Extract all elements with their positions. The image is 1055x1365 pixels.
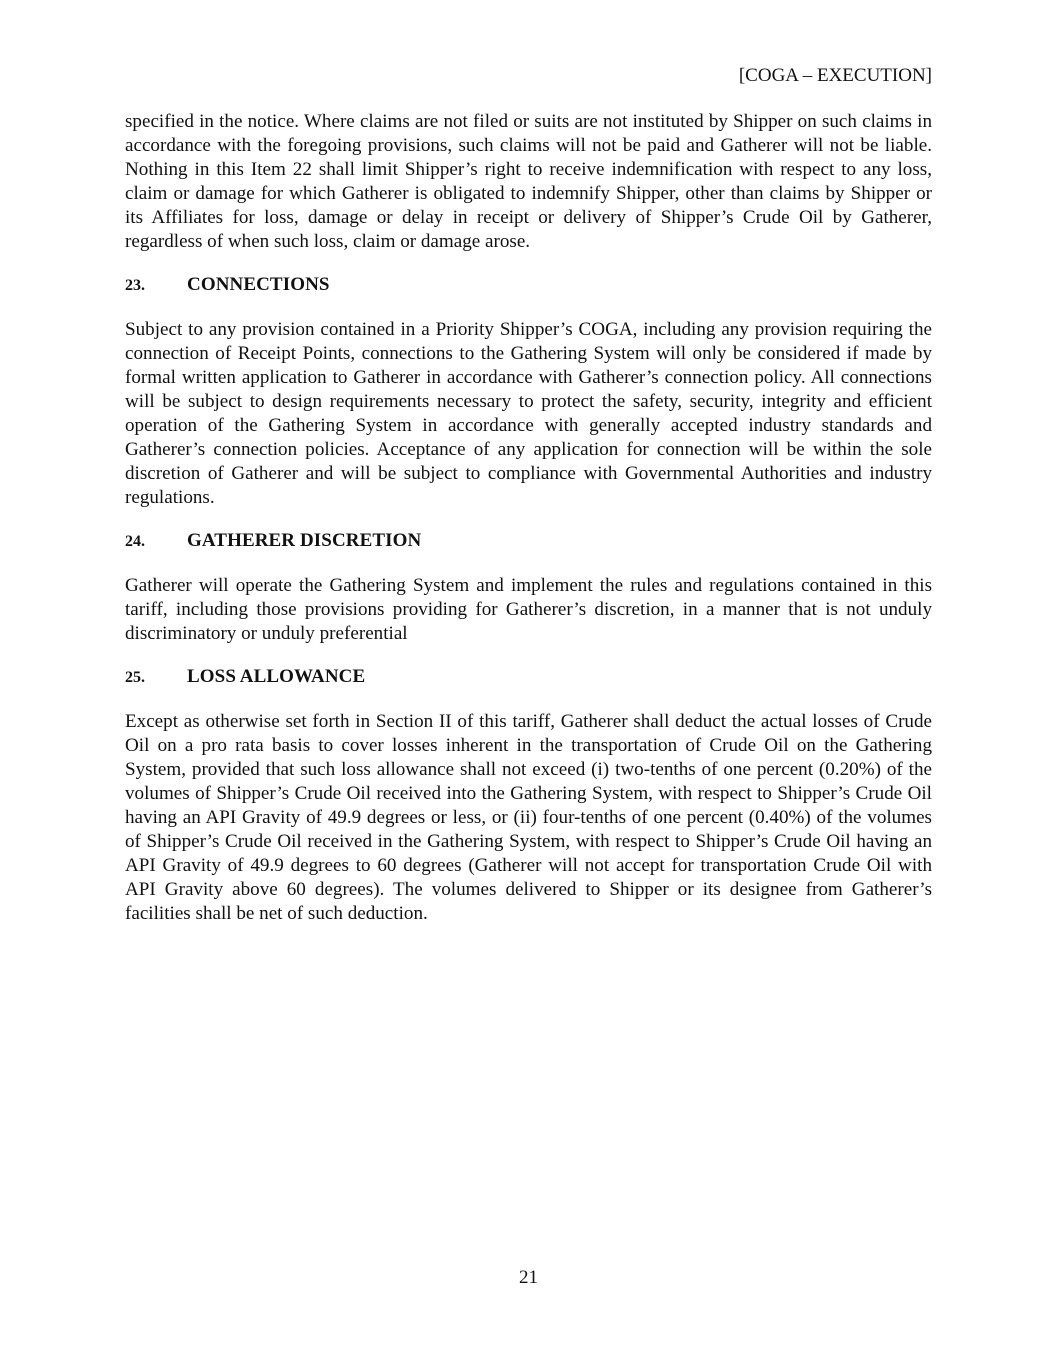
section-body-loss-allowance: Except as otherwise set forth in Section II of this tariff, Gatherer shall deduct the actual losses of Crude Oil on a pro rata basis to cover losses inherent in the transportation of Crude Oil on the Gathering System, provided that such loss allowance shall not exceed (i) two-tenths of one percent (0.20%) of the volumes of Shipper’s Crude Oil received into the Gathering System, with respect to Shipper’s Crude Oil having an API Gravity of 49.9 degrees or less, or (ii) four-tenths of one percent (0.40%) of the volumes of Shipper’s Crude Oil received in the Gathering System, with respect to Shipper’s Crude Oil having an API Gravity of 49.9 degrees to 60 degrees (Gatherer will not accept for transportation Crude Oil with API Gravity above 60 degrees). The volumes delivered to Shipper or its designee from Gatherer’s facilities shall be net of such deduction.: [125, 711, 932, 924]
section-body-connections: Subject to any provision contained in a Priority Shipper’s COGA, including any provision requiring the connection of Receipt Points, connections to the Gathering System will only be considered if made by formal written application to Gatherer in accordance with Gatherer’s connection policy. All connections will be subject to design requirements necessary to protect the safety, security, integrity and efficient operation of the Gathering System in accordance with generally accepted industry standards and Gatherer’s connection policies. Acceptance of any application for connection will be within the sole discretion of Gatherer and will be subject to compliance with Governmental Authorities and industry regulations.: [125, 319, 932, 508]
section-heading-25: [125, 665, 932, 690]
section-number: 23.: [125, 277, 145, 294]
section-title: CONNECTIONS: [187, 274, 330, 295]
section-number: 24.: [125, 533, 145, 550]
document-body: [125, 110, 932, 926]
section-heading-23: [125, 273, 932, 298]
section-heading-24: [125, 529, 932, 554]
section-number: 25.: [125, 669, 145, 686]
document-header-tag: [COGA – EXECUTION]: [738, 65, 932, 86]
section-title: LOSS ALLOWANCE: [187, 666, 366, 687]
document-page: [125, 0, 932, 1365]
section-body-gatherer-discretion: Gatherer will operate the Gathering System and implement the rules and regulations contained in this tariff, including those provisions providing for Gatherer’s discretion, in a manner that is not unduly discriminatory or unduly preferential: [125, 575, 932, 644]
section-title: GATHERER DISCRETION: [187, 530, 422, 551]
page-number: 21: [519, 1267, 538, 1288]
intro-paragraph: specified in the notice. Where claims are not filed or suits are not instituted by Shipper on such claims in accordance with the foregoing provisions, such claims will not be paid and Gatherer will not be liable. Nothing in this Item 22 shall limit Shipper’s right to receive indemnification with respect to any loss, claim or damage for which Gatherer is obligated to indemnify Shipper, other than claims by Shipper or its Affiliates for loss, damage or delay in receipt or delivery of Shipper’s Crude Oil by Gatherer, regardless of when such loss, claim or damage arose.: [125, 111, 932, 252]
